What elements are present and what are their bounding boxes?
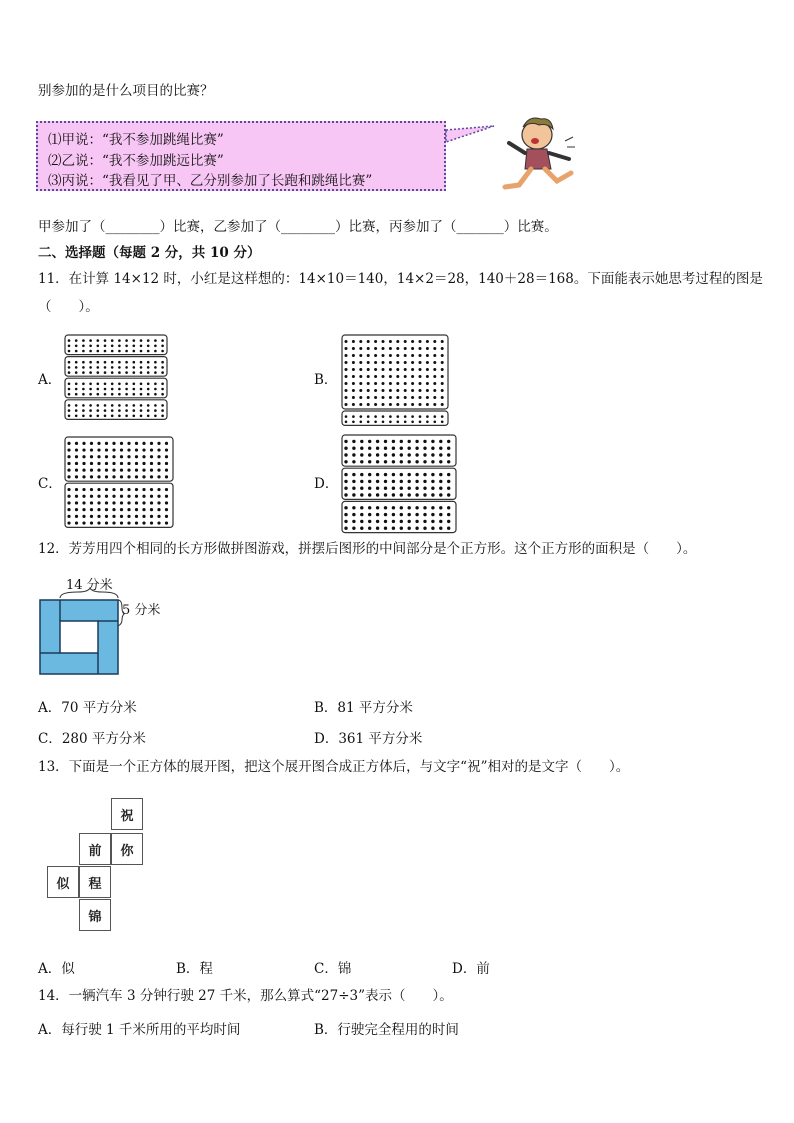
q11-option-a-label: A． — [38, 372, 62, 388]
speech-bubble — [36, 121, 446, 191]
q12-square-puzzle-figure — [38, 590, 138, 690]
q12-option-a: A．70 平方分米 — [38, 700, 137, 716]
q13-option-a: A．似 — [38, 961, 75, 977]
q13-option-c: C．锦 — [314, 961, 352, 977]
q13-stem: 13．下面是一个正方体的展开图，把这个展开图合成正方体后，与文字“祝”相对的是文字（ ）。 — [38, 759, 630, 775]
q11-option-b-dot-figure — [341, 334, 451, 424]
q11-option-d-label: D． — [314, 476, 339, 492]
q11-stem-bracket: （ ）。 — [38, 299, 99, 315]
bubble-line-3: ⑶丙说：“我看见了甲、乙分别参加了长跑和跳绳比赛” — [48, 173, 373, 189]
q12-option-c: C．280 平方分米 — [38, 731, 146, 747]
bubble-line-2: ⑵乙说：“我不参加跳远比赛” — [48, 153, 224, 169]
q12-stem: 12．芳芳用四个相同的长方形做拼图游戏，拼摆后图形的中间部分是个正方形。这个正方形的面积是（ ）。 — [38, 541, 697, 557]
q11-option-c-label: C． — [38, 476, 62, 492]
q12-option-d: D．361 平方分米 — [314, 731, 423, 747]
net-cell-si: 似 — [47, 866, 79, 898]
q14-option-a: A．每行驶 1 千米所用的平均时间 — [38, 1022, 241, 1038]
q11-option-d-dot-figure — [341, 434, 459, 530]
intro-line: 别参加的是什么项目的比赛？ — [38, 83, 214, 99]
fill-in-answer-line: 甲参加了（________）比赛，乙参加了（________）比赛，丙参加了（_______）比赛。 — [38, 219, 558, 235]
net-cell-qian: 前 — [79, 833, 111, 865]
q11-option-a-dot-figure — [64, 334, 174, 424]
q11-option-c-dot-figure — [64, 436, 176, 528]
section-title: 二、选择题（每题 2 分，共 10 分） — [38, 245, 261, 261]
net-cell-ni: 你 — [111, 833, 143, 865]
net-cell-zhu: 祝 — [111, 798, 143, 830]
net-cell-cheng: 程 — [79, 866, 111, 898]
q13-option-d: D．前 — [452, 961, 490, 977]
q13-option-b: B．程 — [176, 961, 213, 977]
q12-option-b: B．81 平方分米 — [314, 700, 413, 716]
cartoon-boy-illustration — [495, 113, 585, 193]
q14-stem: 14．一辆汽车 3 分钟行驶 27 千米，那么算式“27÷3”表示（ ）。 — [38, 988, 453, 1004]
q11-stem: 11．在计算 14×12 时，小红是这样想的：14×10＝140，14×2＝28，140＋28＝168。下面能表示她思考过程的图是 — [38, 271, 763, 287]
net-cell-jin: 锦 — [79, 899, 111, 931]
q12-height-label: 5 分米 — [122, 603, 161, 618]
q12-width-label: 14 分米 — [66, 578, 113, 593]
bubble-line-1: ⑴甲说：“我不参加跳绳比赛” — [48, 132, 224, 148]
q14-option-b: B．行驶完全程用的时间 — [314, 1022, 459, 1038]
q11-option-b-label: B． — [314, 372, 338, 388]
